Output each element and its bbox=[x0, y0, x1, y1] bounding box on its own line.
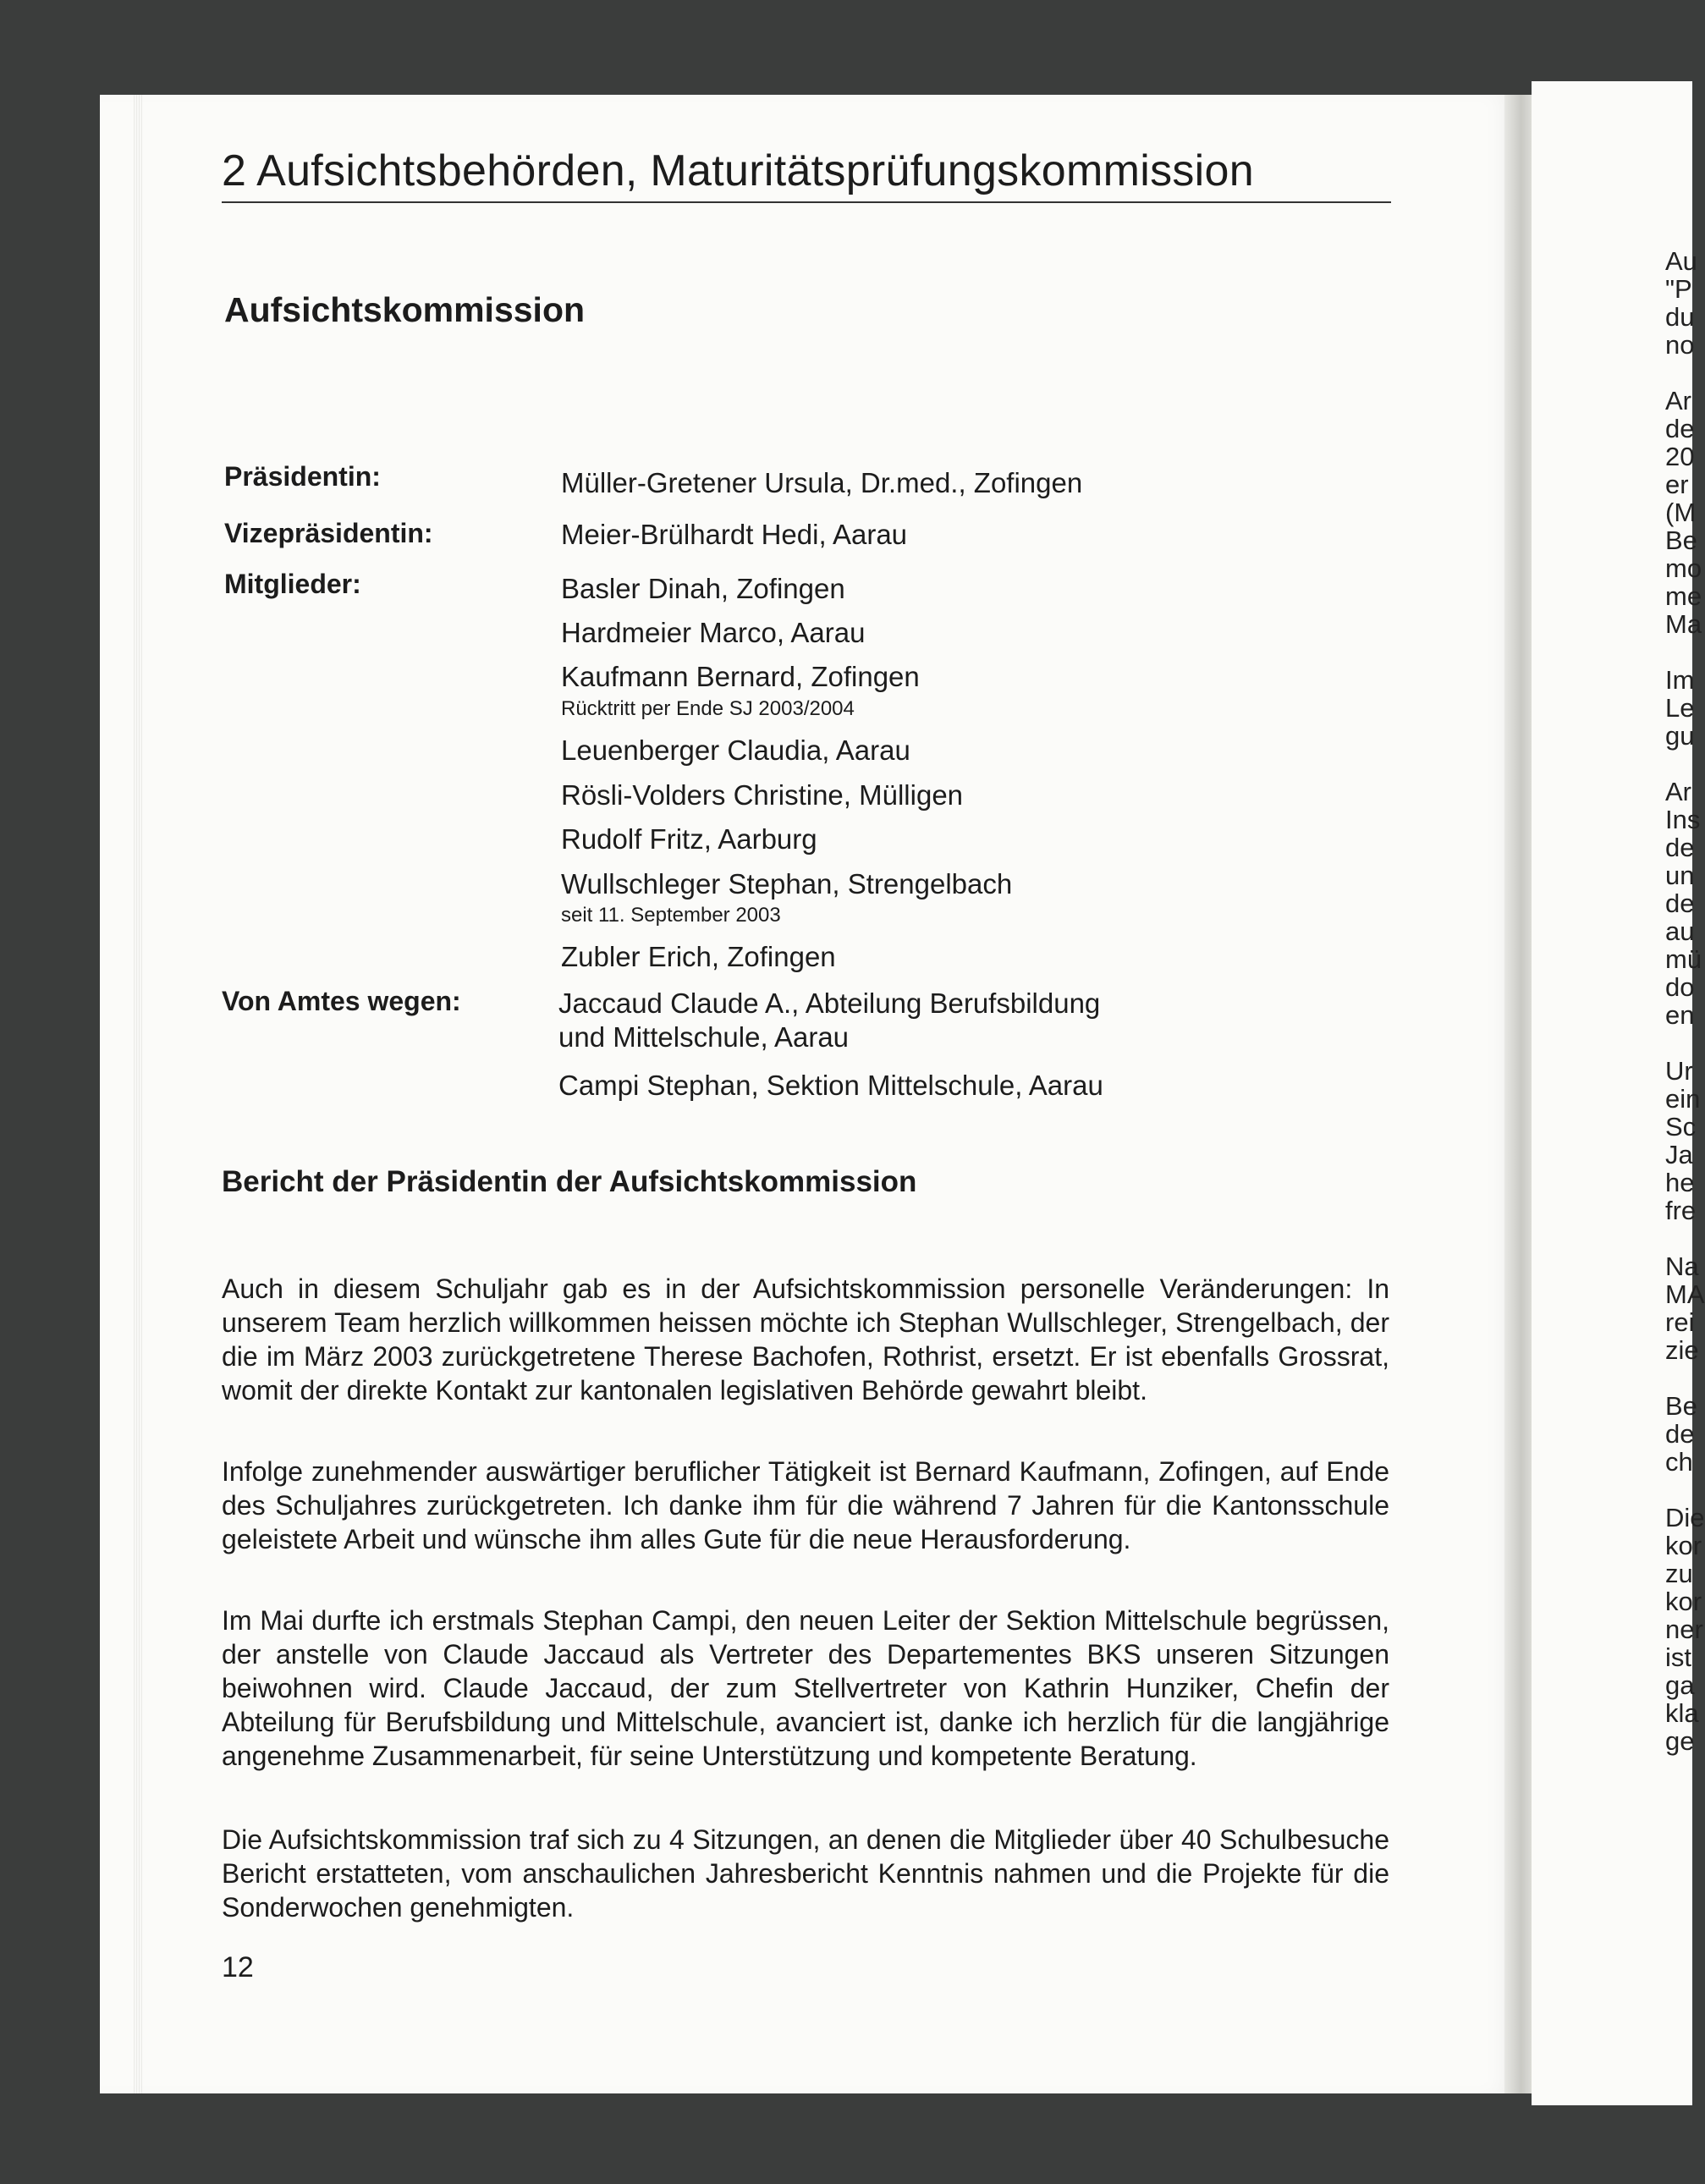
vice-president-label: Vizepräsidentin: bbox=[224, 518, 433, 548]
member-item: Kaufmann Bernard, Zofingen bbox=[561, 661, 920, 692]
report-paragraph: Infolge zunehmender auswärtiger beruflicher Tätigkeit ist Bernard Kaufmann, Zofingen, auf Ende des Schuljahres zurückgetreten. Ich danke ihm für die während 7 Jahren für die Kantonsschule geleistete Arbeit und wünsche ihm alles Gute für die neue Herausforderung. bbox=[222, 1456, 1389, 1554]
member-note: seit 11. September 2003 bbox=[561, 904, 781, 927]
member-item: Hardmeier Marco, Aarau bbox=[561, 617, 866, 648]
president-value: Müller-Gretener Ursula, Dr.med., Zofingen bbox=[561, 467, 1083, 498]
member-item: Basler Dinah, Zofingen bbox=[561, 573, 845, 604]
member-item: Wullschleger Stephan, Strengelbach bbox=[561, 868, 1013, 899]
member-item: Rudolf Fritz, Aarburg bbox=[561, 823, 817, 855]
member-item: Leuenberger Claudia, Aarau bbox=[561, 734, 910, 766]
member-note: Rücktritt per Ende SJ 2003/2004 bbox=[561, 697, 855, 720]
facing-page-text: Au "P du no Ar de 20 er (M Be mo me Ma Im Le gu Ar Ins de un de au mü do en Ur ein Sc Ja he fre Na MA rei zie Be de ch Die kor zu kor ner ist ga kla ge bbox=[1665, 246, 1705, 1756]
chapter-divider bbox=[222, 201, 1391, 203]
ex-officio-item: Campi Stephan, Sektion Mittelschule, Aarau bbox=[558, 1070, 1103, 1101]
member-item: Zubler Erich, Zofingen bbox=[561, 941, 836, 972]
page-number: 12 bbox=[222, 1951, 254, 1983]
ex-officio-item: und Mittelschule, Aarau bbox=[558, 1021, 850, 1053]
section-title: Aufsichtskommission bbox=[224, 290, 586, 329]
report-paragraph: Die Aufsichtskommission traf sich zu 4 Sitzungen, an denen die Mitglieder über 40 Schulbesuche Bericht erstatteten, vom anschaulichen Jahresbericht Kenntnis nahmen und die Projekte für die Sonderwochen genehmigten. bbox=[222, 1824, 1389, 1923]
president-label: Präsidentin: bbox=[224, 461, 381, 492]
report-paragraph: Auch in diesem Schuljahr gab es in der Aufsichtskommission personelle Veränderungen: In unserem Team herzlich willkommen heissen möchte ich Stephan Wullschleger, Strengelbach, der die im März 2003 zurückgetretene Therese Bachofen, Rothrist, ersetzt. Er ist ebenfalls Grossrat, womit der direkte Kontakt zur kantonalen legislativen Behörde gewahrt bleibt. bbox=[222, 1274, 1389, 1406]
ex-officio-label: Von Amtes wegen: bbox=[222, 986, 461, 1016]
member-item: Rösli-Volders Christine, Mülligen bbox=[561, 779, 964, 811]
report-title: Bericht der Präsidentin der Aufsichtskommission bbox=[222, 1165, 917, 1198]
chapter-title: 2 Aufsichtsbehörden, Maturitätsprüfungskommission bbox=[222, 146, 1254, 195]
vice-president-value: Meier-Brülhardt Hedi, Aarau bbox=[561, 519, 908, 550]
members-label: Mitglieder: bbox=[224, 569, 361, 599]
ex-officio-item: Jaccaud Claude A., Abteilung Berufsbildung bbox=[558, 987, 1101, 1019]
report-paragraph: Im Mai durfte ich erstmals Stephan Campi, den neuen Leiter der Sektion Mittelschule begrüssen, der anstelle von Claude Jaccaud als Vertreter des Departementes BKS unseren Sitzungen beiwohnen wird. Claude Jaccaud, der zum Stellvertreter von Kathrin Hunziker, Chefin der Abteilung für Berufsbildung und Mittelschule, avanciert ist, danke ich herzlich für die langjährige angenehme Zusammenarbeit, für seine Unterstützung und kompetente Beratung. bbox=[222, 1605, 1389, 1771]
